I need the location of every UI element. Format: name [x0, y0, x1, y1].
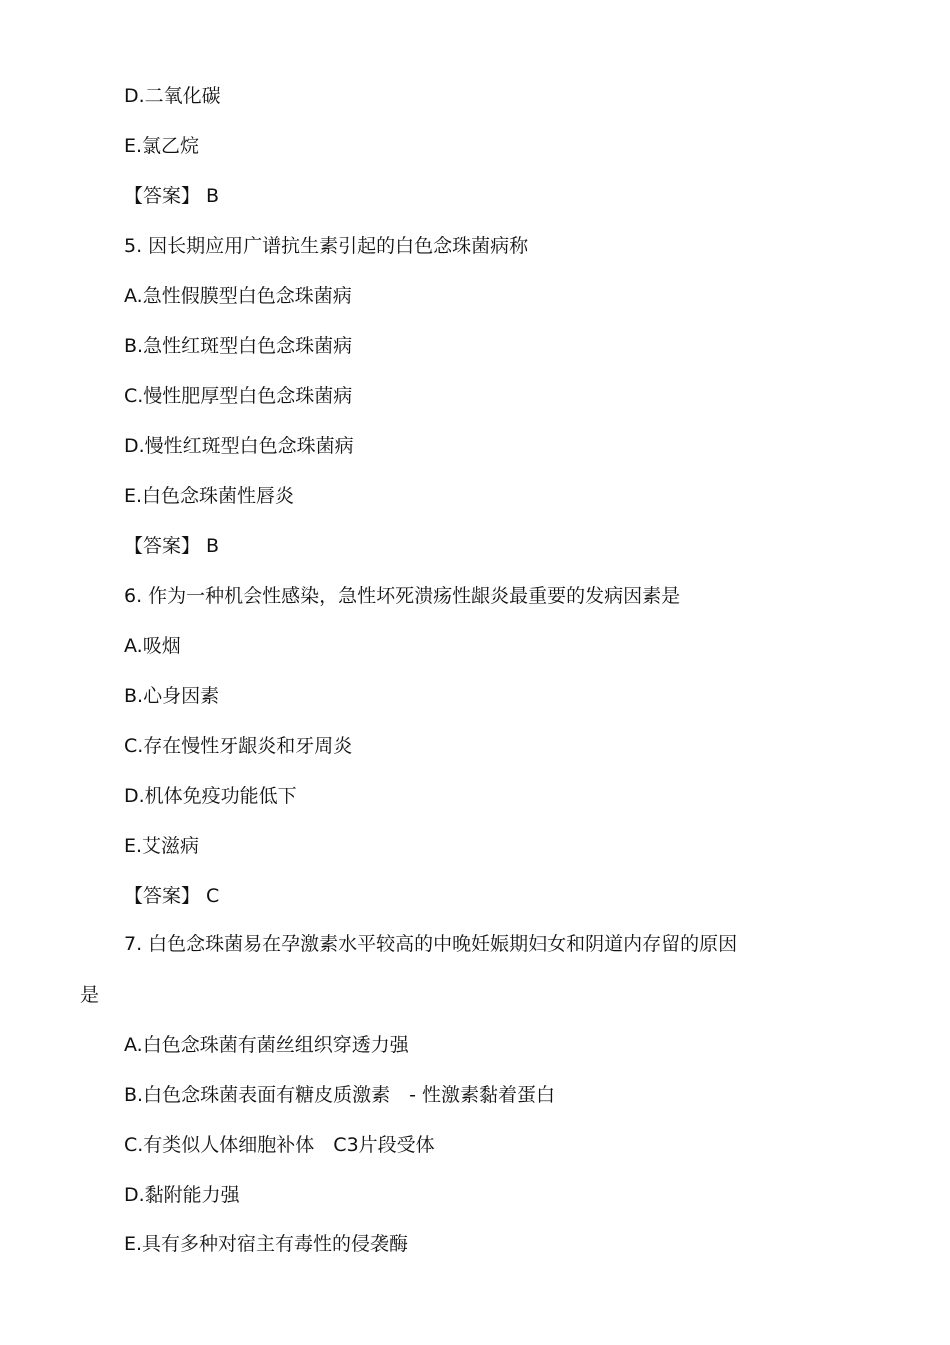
option-line: B.急性红斑型白色念珠菌病 [124, 335, 353, 357]
option-line: D.二氧化碳 [124, 85, 221, 107]
option-line: B.心身因素 [124, 685, 220, 707]
answer-line: 【答案】 C [124, 885, 220, 907]
option-line: B.白色念珠菌表面有糖皮质激素 - 性激素黏着蛋白 [124, 1084, 555, 1106]
option-line: E.具有多种对宿主有毒性的侵袭酶 [124, 1233, 409, 1255]
option-line: A.急性假膜型白色念珠菌病 [124, 285, 352, 307]
option-line: A.吸烟 [124, 635, 181, 657]
answer-line: 【答案】 B [124, 185, 220, 207]
option-line: D.黏附能力强 [124, 1184, 240, 1206]
option-line: C.慢性肥厚型白色念珠菌病 [124, 385, 353, 407]
option-line: E.白色念珠菌性唇炎 [124, 485, 295, 507]
option-line: D.机体免疫功能低下 [124, 785, 297, 807]
question-stem-continuation: 是 [80, 984, 100, 1006]
answer-line: 【答案】 B [124, 535, 220, 557]
option-line: C.存在慢性牙龈炎和牙周炎 [124, 735, 353, 757]
option-line: C.有类似人体细胞补体 C3片段受体 [124, 1134, 435, 1156]
option-line: E.氯乙烷 [124, 135, 200, 157]
question-stem: 6. 作为一种机会性感染，急性坏死溃疡性龈炎最重要的发病因素是 [124, 585, 681, 607]
option-line: A.白色念珠菌有菌丝组织穿透力强 [124, 1034, 409, 1056]
option-line: E.艾滋病 [124, 835, 200, 857]
question-stem: 7. 白色念珠菌易在孕激素水平较高的中晚妊娠期妇女和阴道内存留的原因 [124, 933, 738, 955]
question-stem: 5. 因长期应用广谱抗生素引起的白色念珠菌病称 [124, 235, 529, 257]
option-line: D.慢性红斑型白色念珠菌病 [124, 435, 354, 457]
